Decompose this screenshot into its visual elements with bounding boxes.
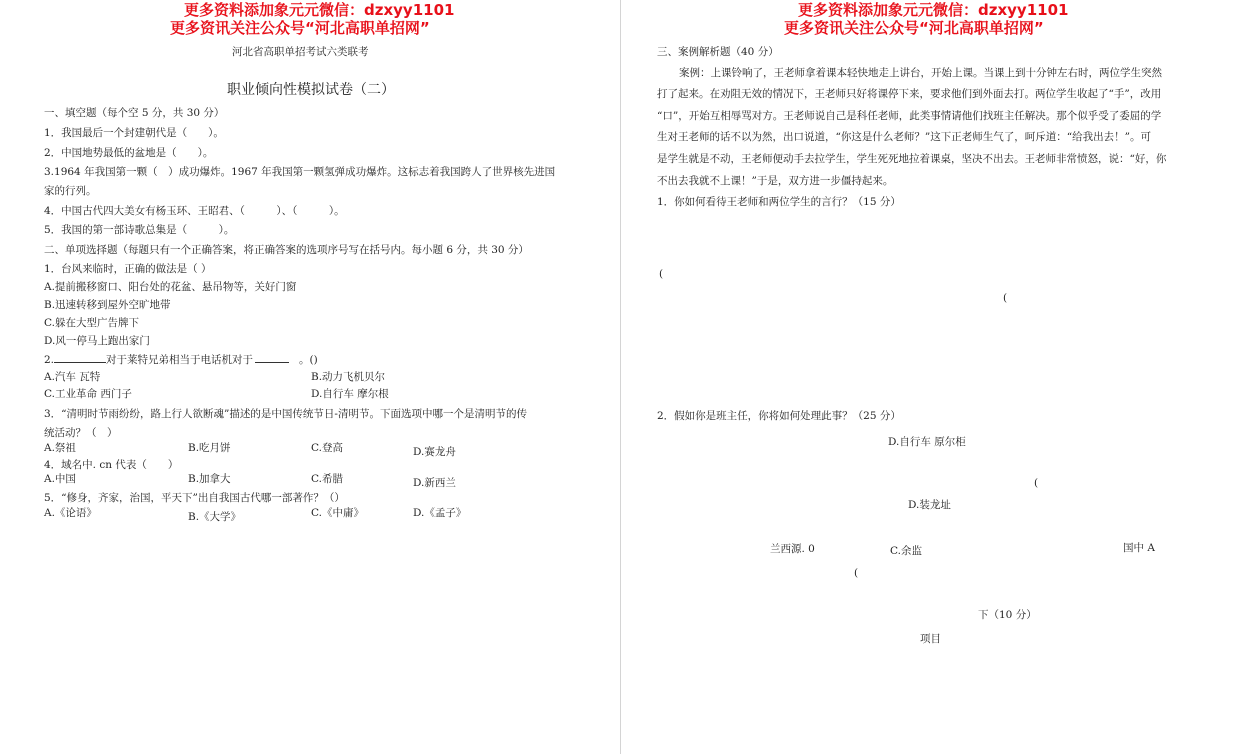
question-text: 1．台风来临时，正确的做法是（ ） <box>44 263 212 275</box>
option-text: A.祭祖 <box>44 442 76 454</box>
stray-fragment: 国中 A <box>1123 542 1155 554</box>
case-paragraph-line: 是学生就是不动，王老师便动手去拉学生，学生死死地拉着课桌，坚决不出去。王老师非常愤怒，说：“好，你 <box>657 153 1167 165</box>
question-text: 统活动？（ ） <box>44 427 118 439</box>
question-text: 3.1964 年我国第一颗（ ）成功爆炸。1967 年我国第一颗氢弹成功爆炸。这标志着我国跨人了世界核先进国 <box>44 166 556 178</box>
question-text: 4．域名中. cn 代表（ ） <box>44 459 179 471</box>
exam-title: 职业倾向性模拟试卷（二） <box>227 82 395 98</box>
stray-fragment: 项目 <box>920 633 941 645</box>
question-end: 。() <box>299 354 318 366</box>
option-text: D.新西兰 <box>413 477 456 489</box>
stray-paren: ( <box>1003 292 1008 304</box>
option-text: D.风一停马上跑出家门 <box>44 335 150 347</box>
option-text: D.《孟子》 <box>413 507 467 519</box>
question-text: 1．你如何看待王老师和两位学生的言行？（15 分） <box>657 196 901 208</box>
left-page <box>0 0 620 754</box>
stray-fragment: 下（10 分） <box>978 609 1037 621</box>
stray-fragment: D.装龙址 <box>908 499 951 511</box>
stray-fragment: D.自行车 原尔柜 <box>888 436 966 448</box>
option-text: C.躲在大型广告牌下 <box>44 317 139 329</box>
case-paragraph-line: “口”，开始互相辱骂对方。王老师说自己是科任老师，此类事情请他们找班主任解决。那个似乎受了委屈的学 <box>657 110 1162 122</box>
option-text: A.汽车 瓦特 <box>44 371 101 383</box>
stray-paren: ( <box>659 268 664 280</box>
watermark-line-1: 更多资料添加象元元微信：dzxyy1101 <box>798 1 1069 19</box>
option-text: C.《中庸》 <box>311 507 364 519</box>
question-text: 1．我国最后一个封建朝代是（ ）。 <box>44 127 224 139</box>
section-2-heading: 二、单项选择题（每题只有一个正确答案，将正确答案的选项序号写在括号内。每小题 6 分，共 30 分） <box>44 244 529 256</box>
section-1-heading: 一、填空题（每个空 5 分，共 30 分） <box>44 107 225 119</box>
option-text: B.动力飞机贝尔 <box>311 371 386 383</box>
option-text: B.吃月饼 <box>188 442 231 454</box>
option-text: B.加拿大 <box>188 473 231 485</box>
question-text: 家的行列。 <box>44 185 97 197</box>
option-text: D.赛龙舟 <box>413 446 456 458</box>
stray-paren: ( <box>1034 477 1039 489</box>
question-text: 3．“清明时节雨纷纷，路上行人欲断魂”描述的是中国传统节日-清明节。下面选项中哪一个是清明节的传 <box>44 408 527 420</box>
case-paragraph-line: 生对王老师的话不以为然，出口说道，“你这是什么老师？”这下正老师生气了，呵斥道：“给我出去！”。可 <box>657 131 1151 143</box>
watermark-line-2: 更多资讯关注公众号“河北高职单招网” <box>170 19 430 37</box>
option-text: B.迅速转移到屋外空旷地带 <box>44 299 171 311</box>
stray-fragment: C.余监 <box>890 545 922 557</box>
question-text: 5．我国的第一部诗歌总集是（ ）。 <box>44 224 235 236</box>
option-text: D.自行车 摩尔根 <box>311 388 389 400</box>
watermark-line-2: 更多资讯关注公众号“河北高职单招网” <box>784 19 1044 37</box>
option-text: A.《论语》 <box>44 507 97 519</box>
option-text: B.《大学》 <box>188 511 242 523</box>
option-text: A.提前搬移窗口、阳台处的花盆、悬吊物等，关好门窗 <box>44 281 297 293</box>
stray-fragment: 兰西源. 0 <box>770 543 815 555</box>
question-text: 5．“修身，齐家，治国，平天下”出自我国古代哪一部著作？（） <box>44 492 345 504</box>
answer-blank <box>54 352 106 363</box>
case-paragraph-line: 打了起来。在劝阻无效的情况下，王老师只好将课停下来，要求他们到外面去打。两位学生收起了“手”，改用 <box>657 88 1162 100</box>
question-number: 2. <box>44 354 55 366</box>
case-paragraph-line: 案例：上课铃响了，王老师拿着课本轻快地走上讲台，开始上课。当课上到十分钟左右时，两位学生突然 <box>679 67 1162 79</box>
question-stem: 对于莱特兄弟相当于电话机对于 <box>106 354 254 366</box>
option-text: C.工业革命 西门子 <box>44 388 132 400</box>
answer-blank <box>255 352 289 363</box>
exam-header: 河北省高职单招考试六类联考 <box>232 46 369 58</box>
question-text <box>44 352 318 367</box>
question-text: 2．假如你是班主任，你将如何处理此事？（25 分） <box>657 410 901 422</box>
right-page <box>621 0 1248 754</box>
option-text: C.登高 <box>311 442 343 454</box>
option-text: C.希腊 <box>311 473 343 485</box>
watermark-line-1: 更多资料添加象元元微信：dzxyy1101 <box>184 1 455 19</box>
question-text: 4．中国古代四大美女有杨玉环、王昭君、（ ）、（ ）。 <box>44 205 345 217</box>
stray-paren: ( <box>854 567 859 579</box>
case-paragraph-line: 不出去我就不上课！”于是，双方进一步僵持起来。 <box>657 175 894 187</box>
option-text: A.中国 <box>44 473 76 485</box>
section-3-heading: 三、案例解析题（40 分） <box>657 46 779 58</box>
question-text: 2．中国地势最低的盆地是（ ）。 <box>44 147 214 159</box>
